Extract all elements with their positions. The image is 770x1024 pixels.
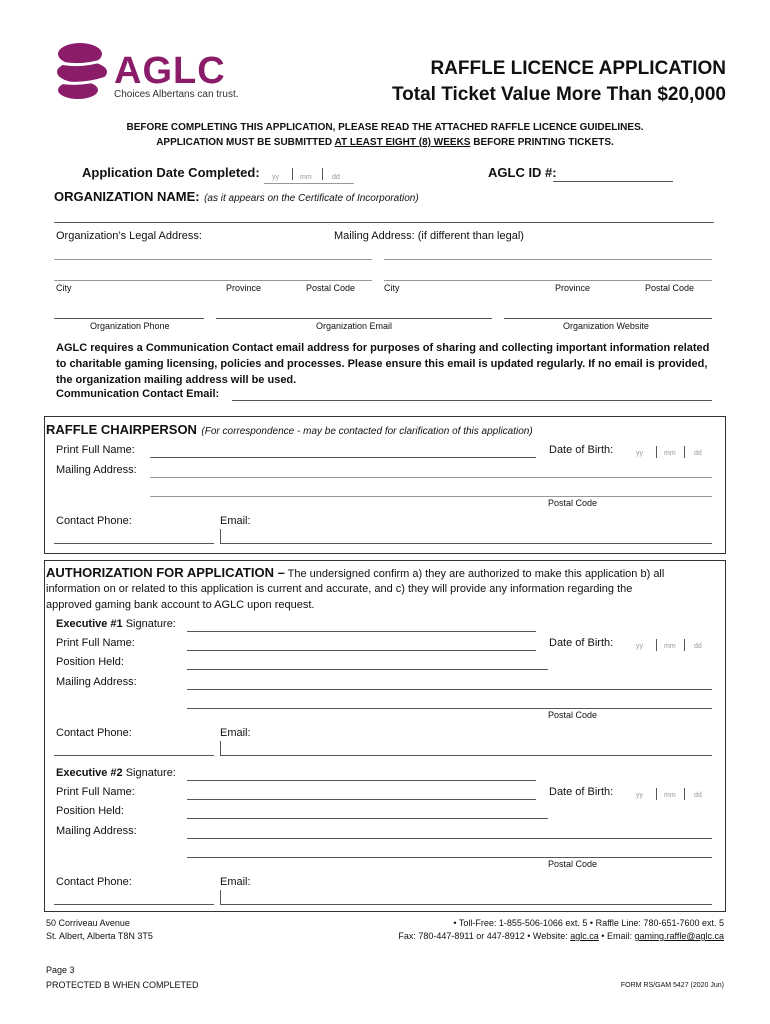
exec1-mailing-field-2[interactable]	[187, 708, 712, 709]
org-phone-field[interactable]	[54, 318, 204, 319]
footer-address-1: 50 Corriveau Avenue	[46, 918, 130, 928]
chair-postal-label: Postal Code	[548, 498, 598, 508]
form-id: FORM RS/GAM 5427 (2020 Jun)	[620, 982, 724, 989]
exec1-dob-yy[interactable]: yy	[636, 643, 643, 650]
authorization-text-3: approved gaming bank account to AGLC upon request.	[46, 599, 315, 611]
chair-mailing-label: Mailing Address:	[56, 464, 137, 476]
app-date-yy[interactable]: yy	[272, 174, 279, 181]
chair-phone-field[interactable]	[54, 543, 214, 544]
exec2-signature-label: Executive #2 Signature:	[56, 767, 176, 779]
org-email-label: Organization Email	[316, 321, 393, 331]
exec1-phone-field[interactable]	[54, 755, 214, 756]
legal-address-field-2[interactable]	[54, 280, 372, 281]
exec1-name-field[interactable]	[187, 650, 536, 651]
page-title: RAFFLE LICENCE APPLICATION	[430, 58, 726, 79]
chair-name-field[interactable]	[150, 457, 536, 458]
mailing-postal-label: Postal Code	[645, 283, 695, 293]
exec1-phone-label: Contact Phone:	[56, 727, 132, 739]
communication-contact-label: Communication Contact Email:	[56, 388, 220, 400]
exec2-dob-mm[interactable]: mm	[664, 792, 676, 799]
page-number: Page 3	[46, 965, 75, 975]
exec2-print-name-label: Print Full Name:	[56, 786, 135, 798]
mailing-address-label: Mailing Address: (if different than legal)	[334, 230, 524, 242]
exec1-print-name-label: Print Full Name:	[56, 637, 135, 649]
authorization-section	[44, 560, 726, 912]
exec1-mailing-field[interactable]	[187, 689, 712, 690]
exec2-phone-field[interactable]	[54, 904, 214, 905]
chair-dob-label: Date of Birth:	[549, 444, 614, 456]
mailing-address-field-2[interactable]	[384, 280, 712, 281]
exec1-position-label: Position Held:	[56, 656, 124, 668]
chair-mailing-field-2[interactable]	[150, 496, 712, 497]
organization-name-field[interactable]	[54, 222, 714, 223]
exec1-signature-field[interactable]	[187, 631, 536, 632]
exec2-dob-dd[interactable]: dd	[694, 792, 702, 799]
footer-address-2: St. Albert, Alberta T8N 3T5	[46, 931, 153, 941]
chair-email-label: Email:	[220, 515, 251, 527]
notice-line-2: APPLICATION MUST BE SUBMITTED AT LEAST EIGHT (8) WEEKS BEFORE PRINTING TICKETS.	[156, 137, 614, 148]
chair-print-name-label: Print Full Name:	[56, 444, 135, 456]
legal-address-label: Organization’s Legal Address:	[56, 230, 202, 242]
footer-email-link[interactable]: gaming.raffle@aglc.ca	[634, 931, 724, 941]
exec1-position-field[interactable]	[187, 669, 548, 670]
exec2-position-field[interactable]	[187, 818, 548, 819]
authorization-heading: AUTHORIZATION FOR APPLICATION – The undersigned confirm a) they are authorized to make this application b) all	[46, 565, 665, 580]
aglc-id-label: AGLC ID #:	[488, 165, 557, 180]
aglc-id-field[interactable]	[553, 181, 673, 182]
communication-contact-notice: AGLC requires a Communication Contact email address for purposes of sharing and collecting important information related to charitable gaming licensing, policies and processes. Please ensure this email is updated regularly. If no email is provided, the organization mailing address will be used.	[56, 342, 710, 386]
exec1-mailing-label: Mailing Address:	[56, 676, 137, 688]
application-date-label: Application Date Completed:	[82, 165, 260, 180]
chair-phone-label: Contact Phone:	[56, 515, 132, 527]
app-date-mm[interactable]: mm	[300, 174, 312, 181]
exec2-email-label: Email:	[220, 876, 251, 888]
exec2-mailing-field-2[interactable]	[187, 857, 712, 858]
legal-address-field[interactable]	[54, 259, 372, 260]
exec2-postal-label: Postal Code	[548, 859, 598, 869]
exec1-signature-label: Executive #1 Signature:	[56, 618, 176, 630]
app-date-dd[interactable]: dd	[332, 174, 340, 181]
exec2-mailing-field[interactable]	[187, 838, 712, 839]
exec1-dob-dd[interactable]: dd	[694, 643, 702, 650]
chair-email-field[interactable]	[220, 543, 712, 544]
page-subtitle: Total Ticket Value More Than $20,000	[391, 84, 726, 105]
protected-label: PROTECTED B WHEN COMPLETED	[46, 980, 199, 990]
org-website-field[interactable]	[504, 318, 712, 319]
exec2-name-field[interactable]	[187, 799, 536, 800]
notice-line-1: BEFORE COMPLETING THIS APPLICATION, PLEASE READ THE ATTACHED RAFFLE LICENCE GUIDELINES.	[126, 122, 644, 133]
mailing-city-label: City	[384, 283, 400, 293]
chair-dob-yy[interactable]: yy	[636, 450, 643, 457]
legal-city-label: City	[56, 283, 72, 293]
communication-contact-email-field[interactable]	[232, 400, 712, 401]
exec1-email-label: Email:	[220, 727, 251, 739]
aglc-logo-mark	[52, 40, 108, 100]
org-email-field[interactable]	[216, 318, 492, 319]
mailing-address-field[interactable]	[384, 259, 712, 260]
exec2-dob-yy[interactable]: yy	[636, 792, 643, 799]
exec2-position-label: Position Held:	[56, 805, 124, 817]
legal-postal-label: Postal Code	[306, 283, 356, 293]
chair-dob-mm[interactable]: mm	[664, 450, 676, 457]
mailing-province-label: Province	[555, 283, 591, 293]
chair-mailing-field[interactable]	[150, 477, 712, 478]
footer-website-link[interactable]: aglc.ca	[570, 931, 599, 941]
organization-name-heading: ORGANIZATION NAME: (as it appears on the Certificate of Incorporation)	[54, 189, 419, 204]
exec1-postal-label: Postal Code	[548, 710, 598, 720]
exec2-dob-label: Date of Birth:	[549, 786, 614, 798]
footer-contact-1: • Toll-Free: 1-855-506-1066 ext. 5 • Raffle Line: 780-651-7600 ext. 5	[453, 918, 724, 928]
aglc-logo-text: AGLC	[114, 50, 226, 92]
aglc-tagline: Choices Albertans can trust.	[114, 89, 239, 100]
exec1-dob-label: Date of Birth:	[549, 637, 614, 649]
authorization-text-2: information on or related to this application is current and accurate, and c) they will provide any information regarding the	[46, 583, 633, 595]
exec2-signature-field[interactable]	[187, 780, 536, 781]
org-phone-label: Organization Phone	[90, 321, 170, 331]
exec2-phone-label: Contact Phone:	[56, 876, 132, 888]
chair-dob-dd[interactable]: dd	[694, 450, 702, 457]
exec2-mailing-label: Mailing Address:	[56, 825, 137, 837]
exec1-email-field[interactable]	[220, 755, 712, 756]
raffle-chairperson-heading: RAFFLE CHAIRPERSON (For correspondence - may be contacted for clarification of this application)	[46, 422, 533, 437]
exec1-dob-mm[interactable]: mm	[664, 643, 676, 650]
exec2-email-field[interactable]	[220, 904, 712, 905]
legal-province-label: Province	[226, 283, 262, 293]
footer-contact-2: Fax: 780-447-8911 or 447-8912 • Website: aglc.ca • Email: gaming.raffle@aglc.ca	[398, 931, 724, 941]
org-website-label: Organization Website	[563, 321, 649, 331]
